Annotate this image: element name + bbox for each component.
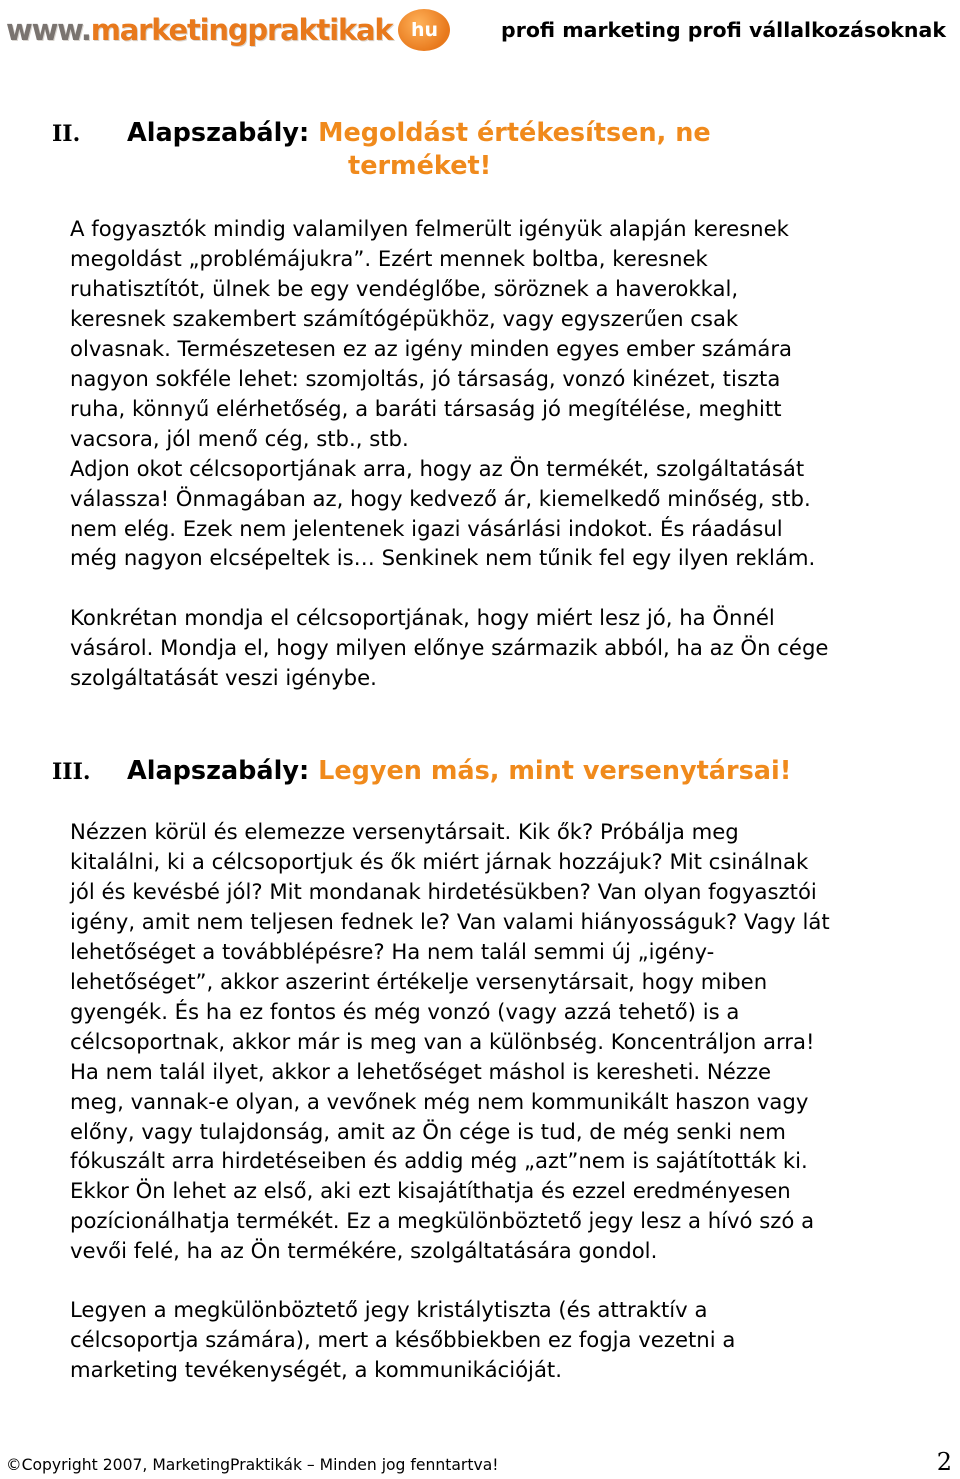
text-line: vacsora, jól menő cég, stb., stb. [70, 425, 409, 451]
paragraph [70, 817, 960, 1266]
text-line: jól és kevésbé jól? Mit mondanak hirdetésükben? Van olyan fogyasztói [70, 878, 817, 904]
text-line: még nagyon elcsépeltek is… Senkinek nem tűnik fel egy ilyen reklám. [70, 545, 816, 571]
text-line: keresnek szakembert számítógépükhöz, vagy egyszerűen csak [70, 305, 739, 331]
text-line: válassza! Önmagában az, hogy kedvező ár, kiemelkedő minőség, stb. [70, 485, 811, 511]
text-line: ruhatisztítót, ülnek be egy vendéglőbe, söröznek a haverokkal, [70, 275, 739, 301]
section-title: Alapszabály: Legyen más, mint versenytársai! [127, 756, 792, 786]
copyright-notice: ©Copyright 2007, MarketingPraktikák – Minden jog fenntartva! [6, 1456, 499, 1474]
text-line: lehetőséget”, akkor aszerint értékelje versenytársait, hogy miben [70, 968, 768, 994]
text-line: előny, vagy tulajdonság, amit az Ön cége is tud, de még senki nem [70, 1118, 786, 1144]
section-numeral: II. [52, 121, 81, 147]
section-title-continued: terméket! [348, 151, 492, 181]
text-line: Ha nem talál ilyet, akkor a lehetőséget máshol is keresheti. Nézze [70, 1058, 772, 1084]
text-line: A fogyasztók mindig valamilyen felmerült igényük alapján keresnek [70, 216, 789, 241]
text-line: fókuszált arra hirdetéseiben és addig még „azt”nem is sajátították ki. [70, 1148, 808, 1174]
page-number: 2 [936, 1448, 952, 1476]
text-line: célcsoportja számára), mert a későbbiekben ez fogja vezetni a [70, 1326, 736, 1352]
text-line: meg, vannak-e olyan, a vevőnek még nem kommunikált haszon vagy [70, 1088, 809, 1114]
text-line: megoldást „problémájukra”. Ezért mennek boltba, keresnek [70, 245, 708, 271]
text-line: olvasnak. Természetesen ez az igény minden egyes ember számára [70, 335, 793, 361]
section-numeral: III. [52, 759, 91, 785]
text-line: vásárol. Mondja el, hogy milyen előnye származik abból, ha az Ön cége [70, 634, 829, 660]
text-line: igény, amit nem teljesen fednek le? Van valami hiányosságuk? Vagy lát [70, 908, 830, 934]
section-title: Alapszabály: Megoldást értékesítsen, ne [127, 118, 711, 148]
logo-text: www.marketingpraktikak [6, 13, 393, 47]
text-line: Nézzen körül és elemezze versenytársait. Kik ők? Próbálja meg [70, 819, 739, 844]
text-line: lehetőséget a továbblépésre? Ha nem talál semmi új „igény- [70, 938, 715, 964]
text-line: pozícionálhatja termékét. Ez a megkülönböztető jegy lesz a hívó szó a [70, 1208, 815, 1234]
site-logo[interactable] [6, 6, 450, 54]
paragraph [70, 603, 960, 693]
text-line: kitalálni, ki a célcsoportjuk és ők miért járnak hozzájuk? Mit csinálnak [70, 848, 809, 874]
text-line: nem elég. Ezek nem jelentenek igazi vásárlási indokot. És ráadásul [70, 515, 783, 541]
page-header [0, 0, 960, 64]
paragraph [70, 214, 960, 573]
text-line: vevői felé, ha az Ön termékére, szolgáltatására gondol. [70, 1238, 658, 1264]
text-line: marketing tevékenységét, a kommunikációját. [70, 1356, 562, 1382]
paragraph [70, 1295, 960, 1385]
text-line: ruha, könnyű elérhetőség, a baráti társaság jó megítélése, meghitt [70, 395, 782, 421]
text-line: Legyen a megkülönböztető jegy kristálytiszta (és attraktív a [70, 1297, 708, 1322]
text-line: nagyon sokféle lehet: szomjoltás, jó társaság, vonzó kinézet, tiszta [70, 365, 781, 391]
text-line: Adjon okot célcsoportjának arra, hogy az Ön termékét, szolgáltatását [70, 455, 805, 481]
text-line: szolgáltatását veszi igénybe. [70, 664, 377, 690]
text-line: Ekkor Ön lehet az első, aki ezt kisajátíthatja és ezzel eredményesen [70, 1178, 791, 1204]
text-line: Konkrétan mondja el célcsoportjának, hogy miért lesz jó, ha Önnél [70, 605, 775, 630]
text-line: gyengék. És ha ez fontos és még vonzó (vagy azzá tehető) is a [70, 998, 740, 1024]
text-line: célcsoportnak, akkor már is meg van a különbség. Koncentráljon arra! [70, 1028, 815, 1054]
logo-badge: hu [398, 9, 450, 51]
header-tagline: profi marketing profi vállalkozásoknak [501, 18, 946, 42]
